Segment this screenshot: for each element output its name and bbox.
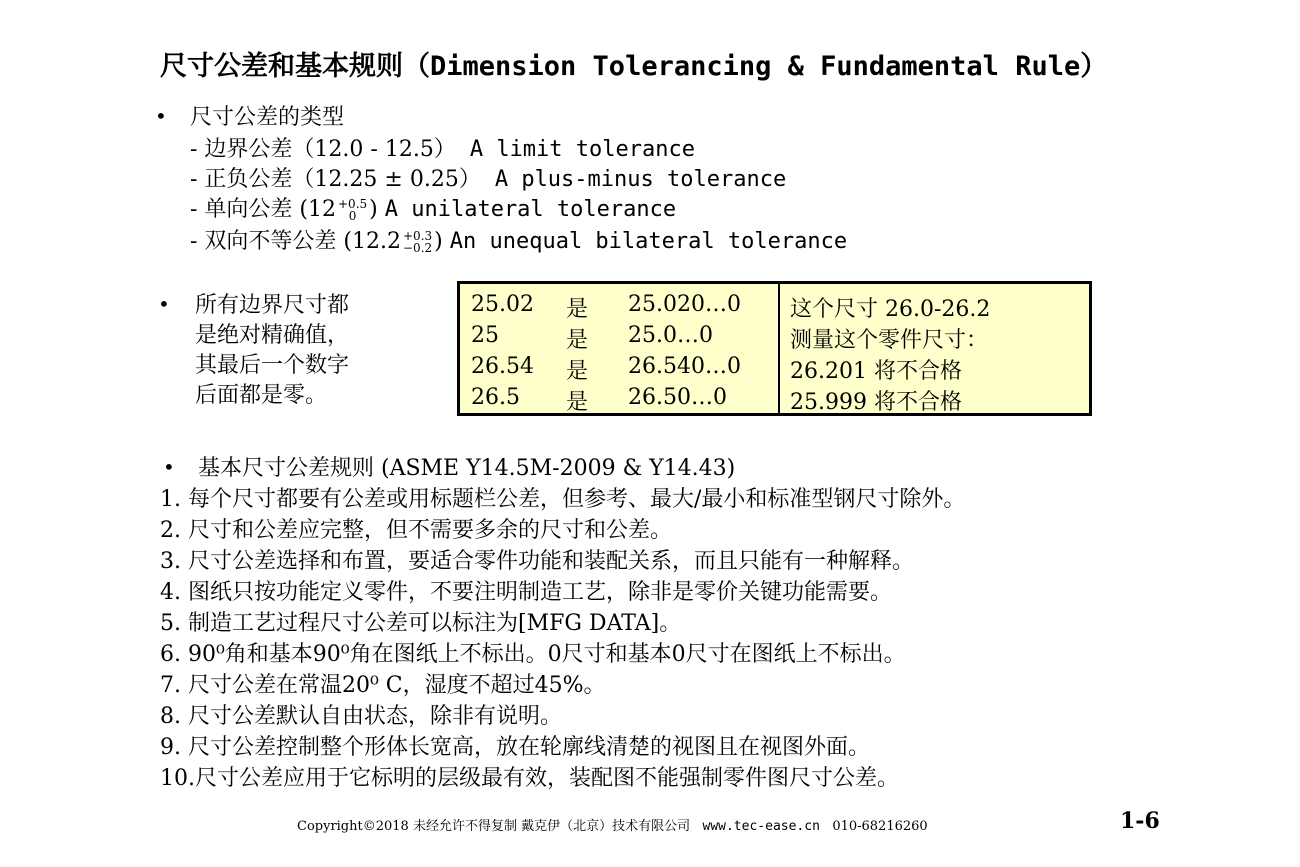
rule-item: 1. 每个尺寸都要有公差或用标题栏公差，但参考、最大/最小和标准型钢尺寸除外。	[160, 487, 966, 512]
type-item-unilateral: - 单向公差 (12 +0.5 0 ) A unilateral tolerance	[190, 197, 677, 223]
table-cell: 这个尺寸 26.0-26.2	[790, 297, 991, 322]
limits-line: 所有边界尺寸都	[195, 293, 350, 318]
table-divider	[778, 284, 780, 413]
limits-table	[457, 281, 1092, 416]
limits-line: 后面都是零。	[195, 383, 328, 408]
table-cell: 25.020…0	[628, 292, 741, 317]
rule-item: 9. 尺寸公差控制整个形体长宽高，放在轮廓线清楚的视图且在视图外面。	[160, 735, 870, 760]
bullet-icon: •	[163, 455, 175, 479]
page-number: 1-6	[1120, 808, 1160, 834]
table-cell: 25.0…0	[628, 323, 713, 348]
footer-phone: 010-68216260	[832, 819, 928, 834]
footer-copyright: Copyright©2018 未经允许不得复制 戴克伊（北京）技术有限公司	[297, 819, 691, 834]
rules-heading: 基本尺寸公差规则 (ASME Y14.5M-2009 & Y14.43)	[198, 456, 736, 481]
table-cell: 26.54	[471, 354, 534, 379]
table-cell: 26.50…0	[628, 385, 727, 410]
rule-item: 3. 尺寸公差选择和布置，要适合零件功能和装配关系，而且只能有一种解释。	[160, 549, 914, 574]
table-cell: 26.540…0	[628, 354, 741, 379]
table-cell: 25.02	[471, 292, 534, 317]
type-item-unequal-bilateral: - 双向不等公差 (12.2 +0.3 −0.2 ) An unequal bilateral tolerance	[190, 229, 848, 255]
rule-item: 7. 尺寸公差在常温20⁰ C，湿度不超过45%。	[160, 673, 606, 698]
table-cell: 是	[566, 359, 589, 384]
footer-url: www.tec-ease.cn	[702, 819, 820, 834]
type-item-limit: - 边界公差（12.0 - 12.5） A limit tolerance	[190, 137, 695, 162]
limits-line: 是绝对精确值，	[195, 323, 350, 348]
title-cn: 尺寸公差和基本规则	[160, 51, 403, 82]
bullet-icon: •	[155, 104, 167, 128]
title-en: （Dimension Tolerancing & Fundamental Rule）	[403, 51, 1108, 82]
table-cell: 是	[566, 328, 589, 353]
table-cell: 测量这个零件尺寸：	[790, 328, 989, 353]
rule-item: 8. 尺寸公差默认自由状态，除非有说明。	[160, 704, 562, 729]
page-title	[160, 44, 1107, 83]
table-cell: 25	[471, 323, 499, 348]
limits-line: 其最后一个数字	[195, 353, 350, 378]
rule-item: 10.尺寸公差应用于它标明的层级最有效，装配图不能强制零件图尺寸公差。	[160, 766, 899, 791]
table-cell: 26.201 将不合格	[790, 359, 962, 384]
types-heading: 尺寸公差的类型	[190, 105, 345, 130]
rule-item: 6. 90⁰角和基本90⁰角在图纸上不标出。0尺寸和基本0尺寸在图纸上不标出。	[160, 642, 906, 667]
table-cell: 26.5	[471, 385, 520, 410]
rule-item: 4. 图纸只按功能定义零件，不要注明制造工艺，除非是零价关键功能需要。	[160, 580, 892, 605]
bullet-icon: •	[158, 292, 170, 316]
table-cell: 是	[566, 390, 589, 415]
rule-item: 2. 尺寸和公差应完整，但不需要多余的尺寸和公差。	[160, 518, 672, 543]
type-item-plus-minus: - 正负公差（12.25 ± 0.25） A plus-minus tolerance	[190, 167, 787, 192]
table-cell: 25.999 将不合格	[790, 390, 962, 415]
table-cell: 是	[566, 297, 589, 322]
rule-item: 5. 制造工艺过程尺寸公差可以标注为[MFG DATA]。	[160, 611, 682, 636]
tolerance-stack: +0.3 −0.2	[403, 229, 433, 255]
tolerance-stack: +0.5 0	[338, 197, 368, 223]
footer	[297, 815, 928, 834]
